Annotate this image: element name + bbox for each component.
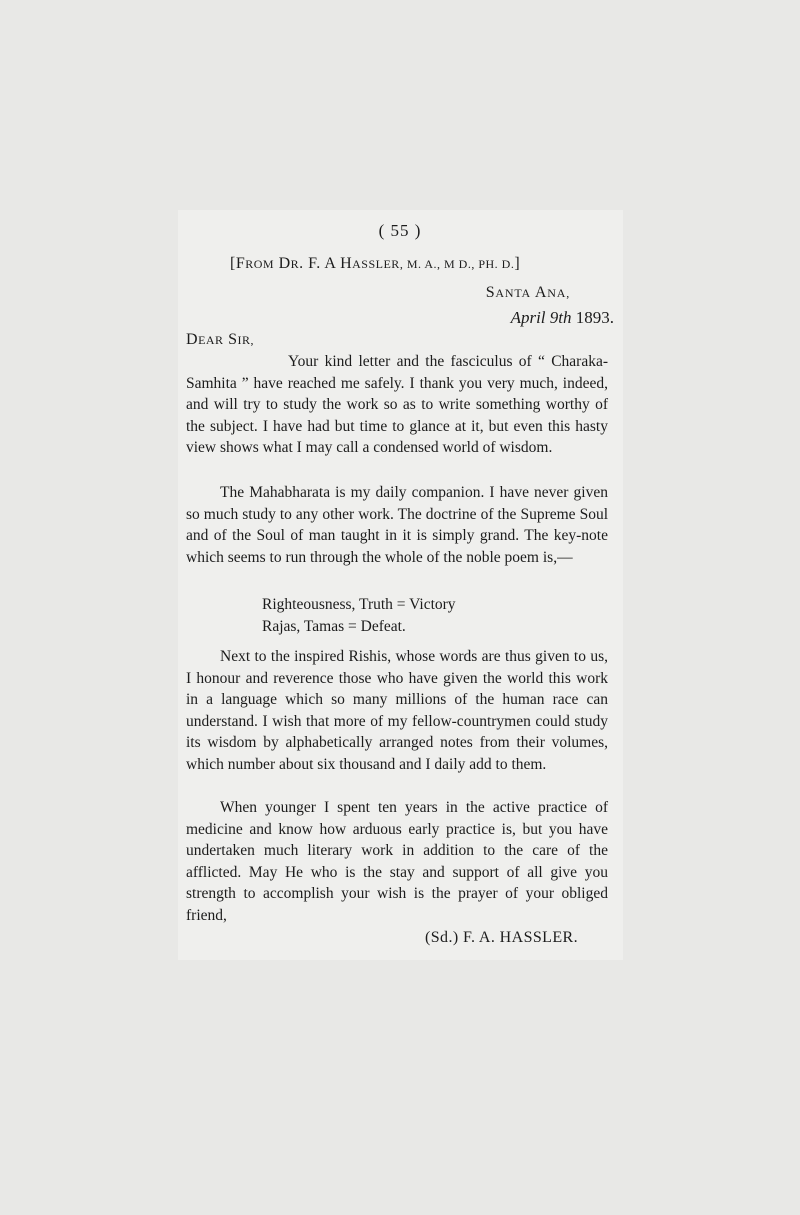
letter-date: April 9th 1893. <box>510 308 614 327</box>
letter-place: SANTA ANA, <box>485 284 570 301</box>
signature: (Sd.) F. A. HASSLER. <box>425 929 578 946</box>
paragraph-1: Your kind letter and the fasciculus of “ Charaka-Samhita ” have reached me safely. I thank you very much, indeed, and will try to study the work so as to write something worthy of the subject. I have had but time to glance at it, but even this hasty view shows what I may call a condensed world of wisdom. <box>186 353 608 456</box>
page-number: ( 55 ) <box>378 221 422 240</box>
paragraph-4: When younger I spent ten years in the active practice of medicine and know how arduous early practice is, but you have undertaken much literary work in addition to the care of the afflicted. May He who is the stay and support of all give you strength to accomplish your wish is the prayer of your obliged friend, <box>186 799 608 924</box>
verse-line-2: Rajas, Tamas = Defeat. <box>262 618 406 635</box>
letter-heading: [FROM DR. F. A HASSLER, M. A., M D., PH. D.] <box>230 255 521 272</box>
salutation: DEAR SIR, <box>186 331 254 348</box>
paragraph-2: The Mahabharata is my daily companion. I have never given so much study to any other work. The doctrine of the Supreme Soul and of the Soul of man taught in it is simply grand. The key-note which seems to run through the whole of the noble poem is,— <box>186 484 608 566</box>
verse-line-1: Righteousness, Truth = Victory <box>262 596 456 613</box>
paragraph-3: Next to the inspired Rishis, whose words are thus given to us, I honour and reverence those who have given the world this work in a language which so many millions of the human race can understand. I wish that more of my fellow-countrymen could study its wisdom by alphabetically arranged notes from their volumes, which number about six thousand and I daily add to them. <box>186 648 608 773</box>
